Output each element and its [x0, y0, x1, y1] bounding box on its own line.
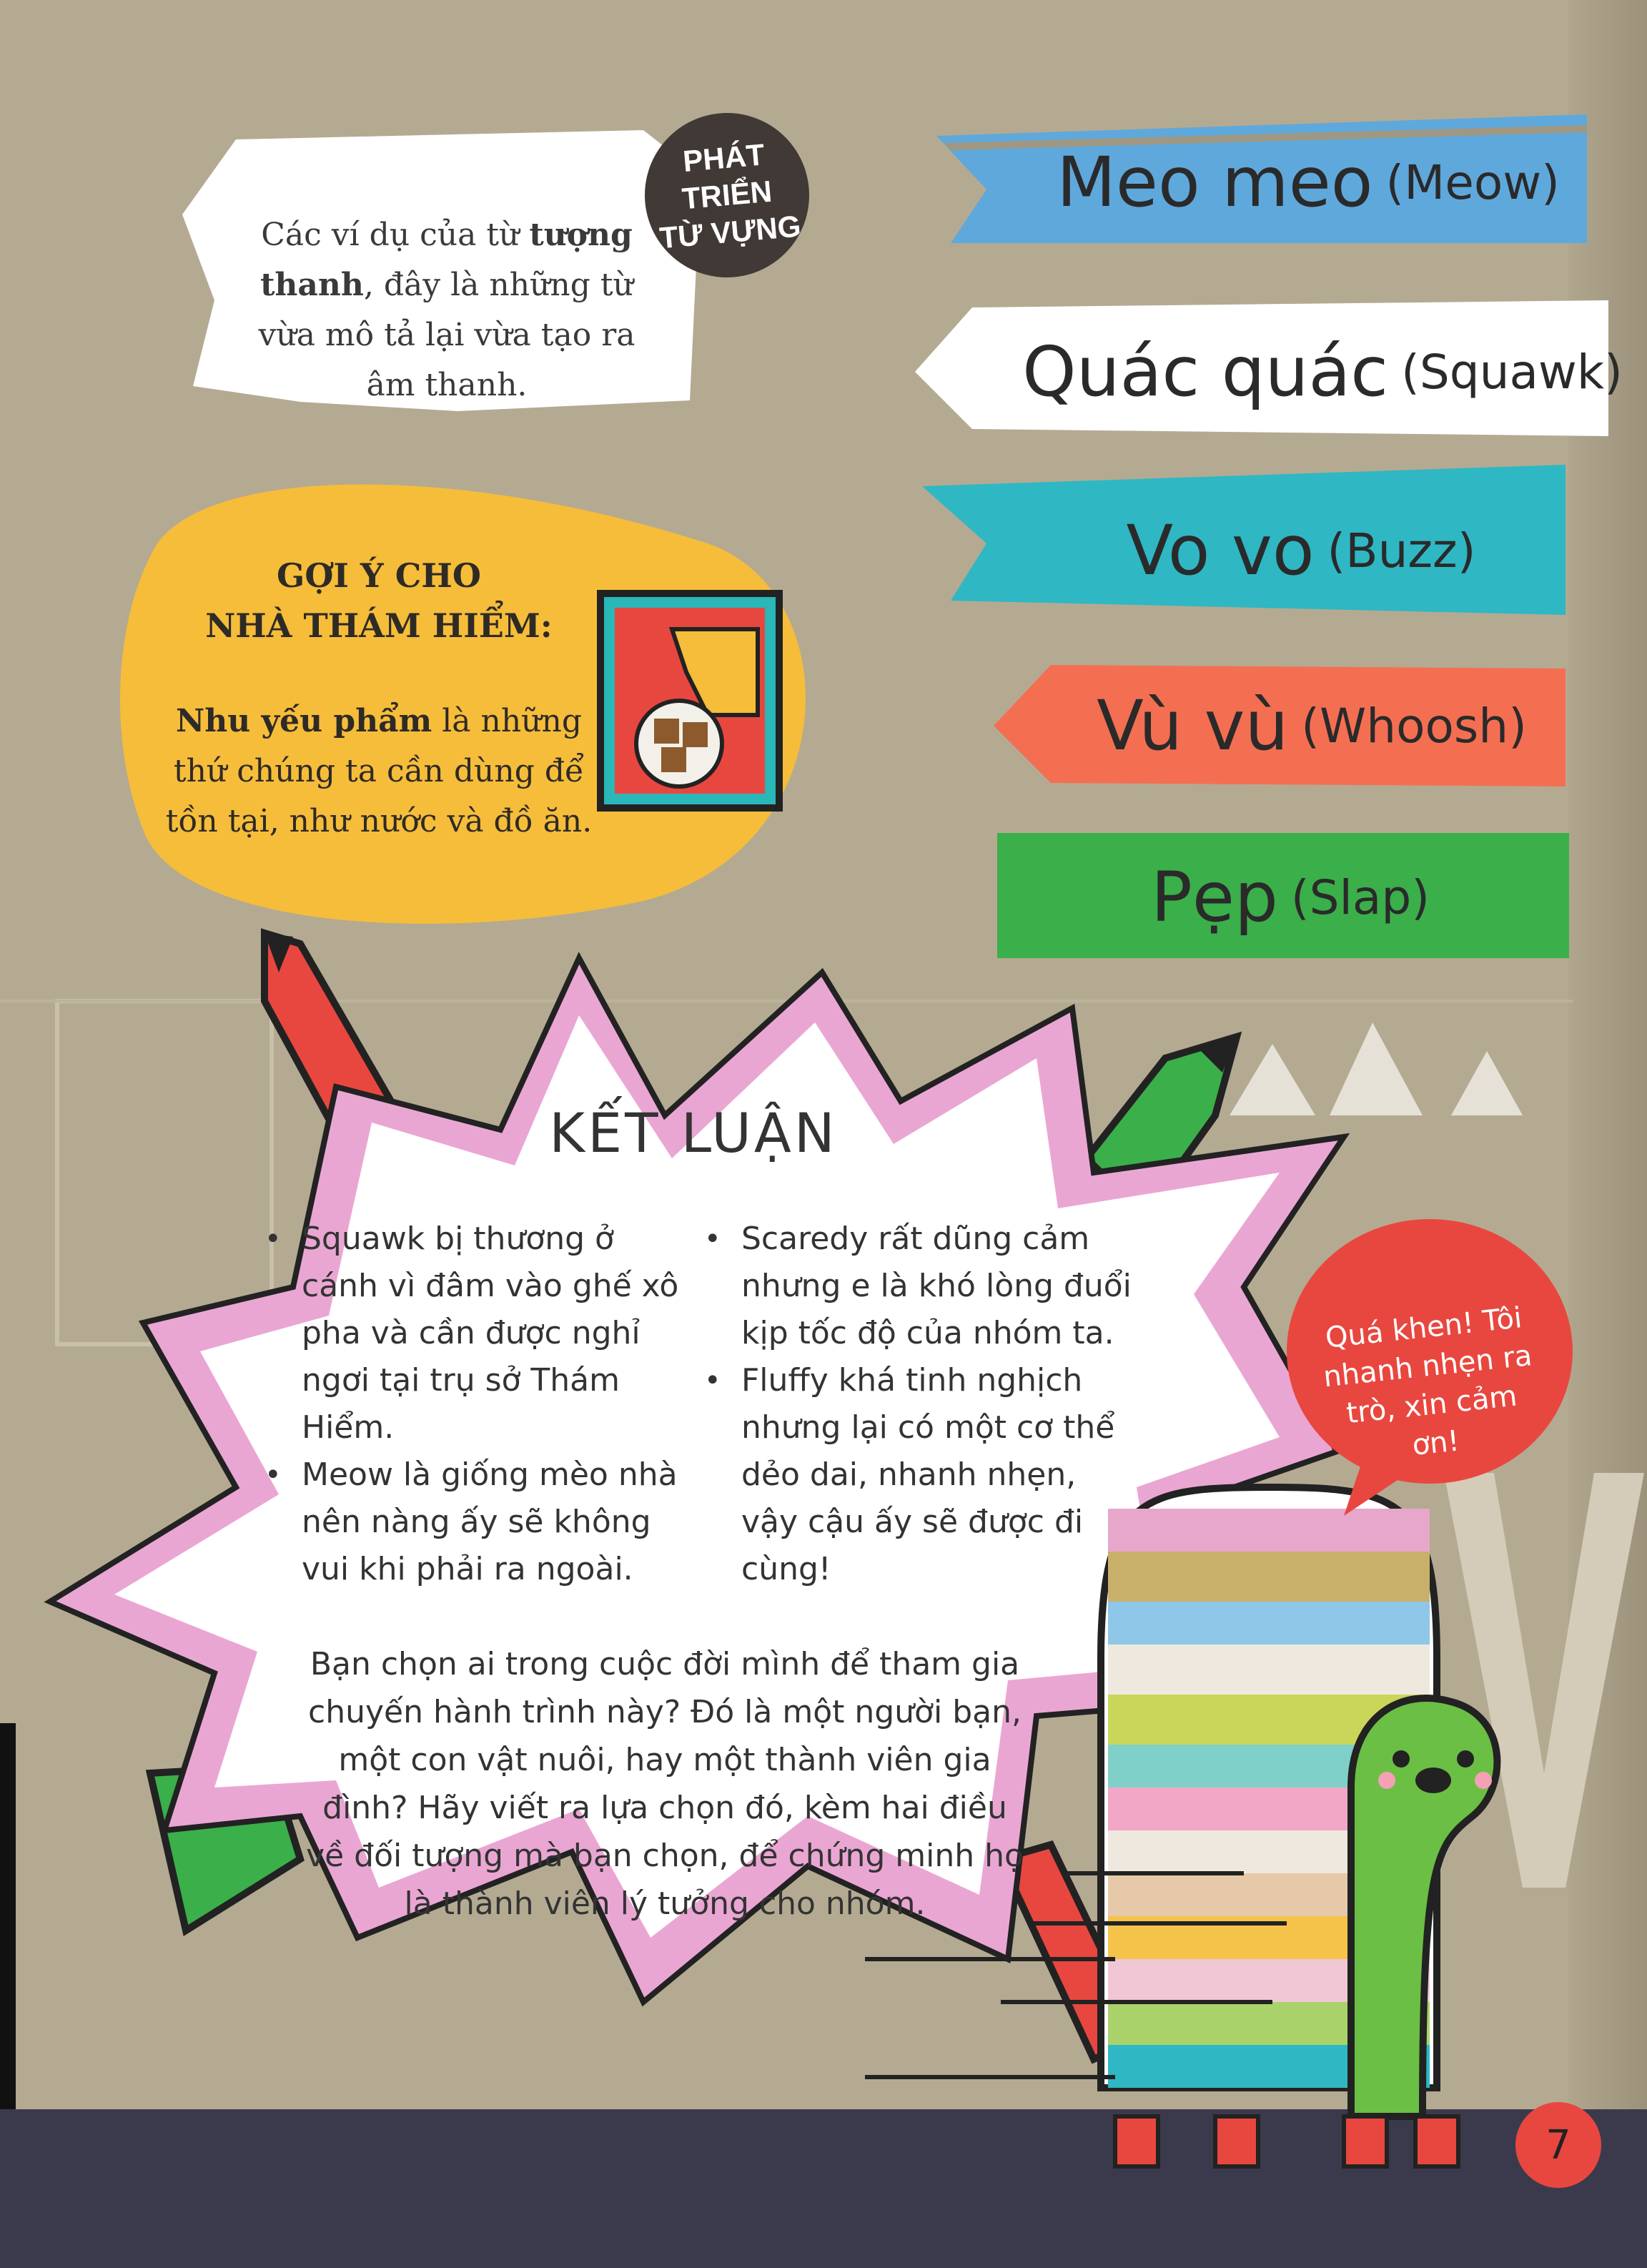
- conclusion-right-list: [704, 1216, 1133, 1593]
- ribbon-squawk-english: (Squawk): [1401, 344, 1623, 400]
- note-text-part1: Các ví dụ của từ: [261, 217, 530, 253]
- ribbon-meow-word: Meo meo: [1057, 142, 1373, 222]
- hint-body-bold: Nhu yếu phẩm: [175, 703, 432, 739]
- conclusion-item-scaredy: • Scaredy rất dũng cảm nhưng e là khó lòng đuổi kịp tốc độ của nhóm ta.: [704, 1216, 1133, 1357]
- ribbon-whoosh-english: (Whoosh): [1301, 698, 1527, 754]
- mountain-1: [1230, 1044, 1315, 1115]
- ribbon-slap: [1015, 840, 1566, 955]
- conclusion-item-meow: • Meow là giống mèo nhà nên nàng ấy sẽ không vui khi phải ra ngoài.: [264, 1451, 693, 1593]
- hint-body: [157, 696, 600, 847]
- ribbon-slap-english: (Slap): [1290, 869, 1430, 925]
- conclusion-item-squawk: • Squawk bị thương ở cánh vì đâm vào ghế xô pha và cần được nghỉ ngơi tại trụ sở Thám Hiểm.: [264, 1216, 693, 1451]
- ribbon-buzz-word: Vo vo: [1126, 511, 1315, 591]
- mountain-3: [1451, 1051, 1523, 1115]
- note-text-bold: tượng thanh: [260, 217, 633, 303]
- onomatopoeia-note: [236, 210, 658, 410]
- conclusion-title: KẾT LUẬN: [549, 1101, 838, 1165]
- letter-v-decoration: [1444, 1473, 1644, 1888]
- conclusion-closing-prompt: Bạn chọn ai trong cuộc đời mình để tham gia chuyến hành trình này? Đó là một người bạn, một con vật nuôi, hay một thành viên gia đình? Hãy viết ra lựa chọn đó, kèm hai điều về đối tượng mà bạn chọn, để chứng minh họ là thành viên lý tưởng cho nhóm.: [306, 1646, 1024, 1922]
- food-package-icon: [600, 593, 779, 808]
- hint-body-rest: là những thứ chúng ta cần dùng để tồn tại, như nước và đồ ăn.: [165, 703, 593, 839]
- hint-title-line1: GỢI Ý CHO: [277, 556, 481, 595]
- ribbon-buzz-english: (Buzz): [1327, 523, 1476, 578]
- ribbon-slap-word: Pẹp: [1151, 857, 1278, 937]
- note-text-part2: , đây là những từ vừa mô tả lại vừa tạo ra âm thanh.: [258, 267, 635, 403]
- ribbon-buzz: [1029, 493, 1573, 608]
- ribbon-squawk-word: Quác quác: [1022, 332, 1389, 412]
- conclusion-item-fluffy: • Fluffy khá tinh nghịch nhưng lại có một cơ thể dẻo dai, nhanh nhẹn, vậy cậu ấy sẽ được đi cùng!: [704, 1357, 1133, 1593]
- mountain-2: [1330, 1022, 1423, 1115]
- bg-frame-left: [57, 1001, 272, 1344]
- page-number: 7: [1515, 2102, 1601, 2188]
- ribbon-squawk: [1022, 315, 1623, 429]
- ribbon-meow: [1029, 129, 1587, 236]
- hint-title: [179, 551, 579, 651]
- ribbon-meow-english: (Meow): [1385, 154, 1560, 210]
- ribbon-whoosh-word: Vù vù: [1097, 686, 1289, 766]
- speech-bubble-text: Quá khen! Tôi nhanh nhẹn ra trò, xin cảm ơn!: [1322, 1301, 1534, 1462]
- vocabulary-tag-line2: TỪ VỰNG: [658, 209, 803, 255]
- ribbon-whoosh: [1058, 672, 1566, 779]
- vocabulary-tag-line1: PHÁT TRIỂN: [681, 137, 773, 216]
- conclusion-left-list: [264, 1216, 693, 1593]
- hint-title-line2: NHÀ THÁM HIỂM:: [205, 606, 553, 645]
